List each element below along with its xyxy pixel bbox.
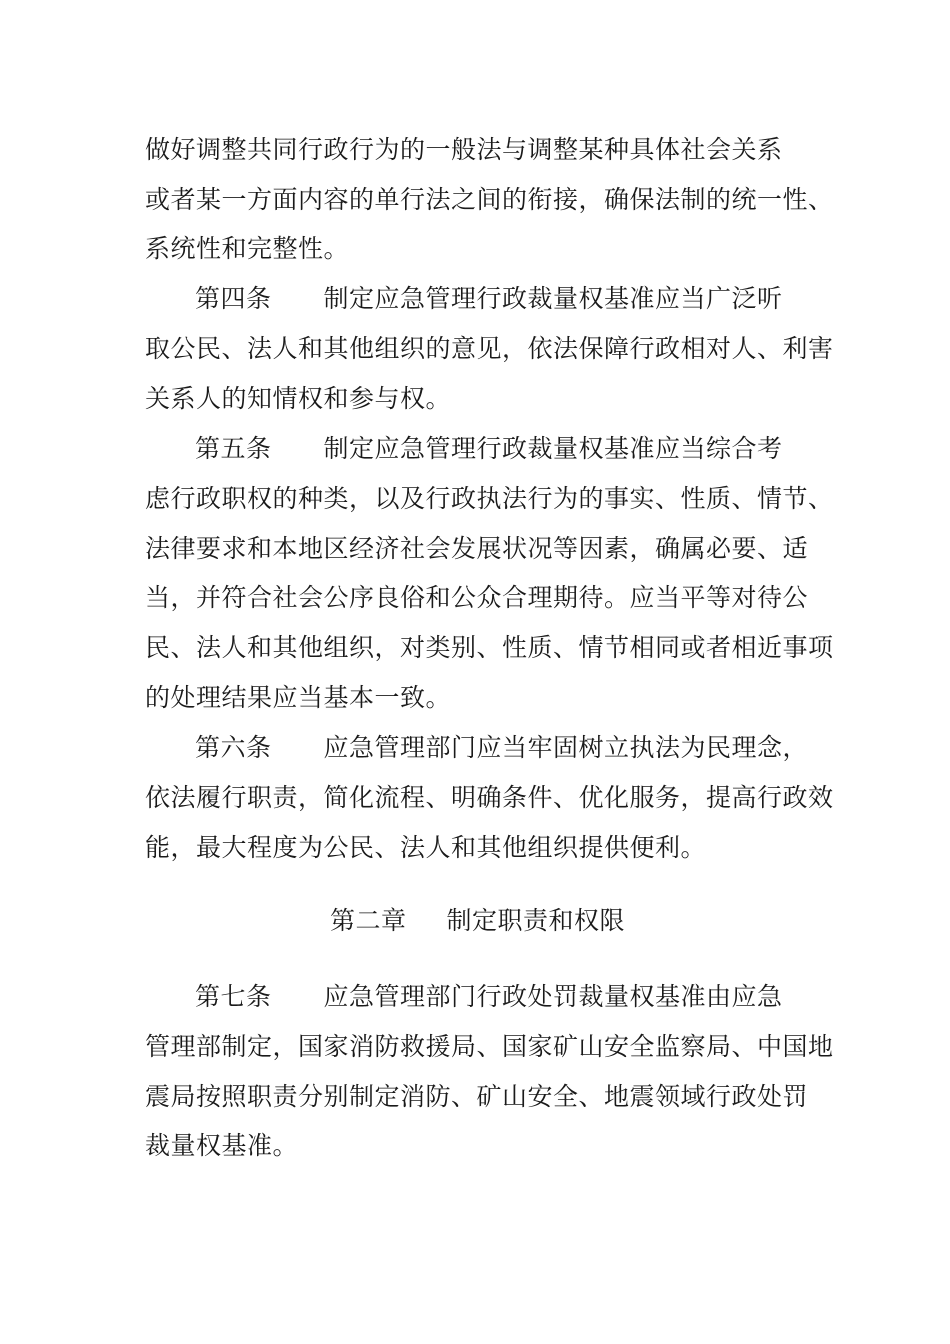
text-line: 虑行政职权的种类，以及行政执法行为的事实、性质、情节、 <box>145 484 834 513</box>
text-line: 关系人的知情权和参与权。 <box>145 384 452 413</box>
text-line: 震局按照职责分别制定消防、矿山安全、地震领域行政处罚 <box>145 1082 809 1111</box>
text-line: 取公民、法人和其他组织的意见，依法保障行政相对人、利害 <box>145 334 834 363</box>
text-line: 依法履行职责，简化流程、明确条件、优化服务，提高行政效 <box>145 783 834 812</box>
article-4-label: 第四条 <box>195 284 272 313</box>
chapter-heading <box>330 906 625 936</box>
text-line: 能，最大程度为公民、法人和其他组织提供便利。 <box>145 833 707 862</box>
text-line: 系统性和完整性。 <box>145 234 350 263</box>
text-line: 法律要求和本地区经济社会发展状况等因素，确属必要、适 <box>145 534 809 563</box>
article-7-label: 第七条 <box>195 982 272 1011</box>
article-6-label: 第六条 <box>195 733 272 762</box>
text-line: 裁量权基准。 <box>145 1131 299 1160</box>
text-line: 或者某一方面内容的单行法之间的衔接，确保法制的统一性、 <box>145 185 834 214</box>
text-line: 做好调整共同行政行为的一般法与调整某种具体社会关系 <box>145 135 783 164</box>
article-4-text: 制定应急管理行政裁量权基准应当广泛听 <box>323 284 783 313</box>
article-4-first-line <box>195 284 783 314</box>
text-line: 管理部制定，国家消防救援局、国家矿山安全监察局、中国地 <box>145 1032 834 1061</box>
article-5-text: 制定应急管理行政裁量权基准应当综合考 <box>323 434 783 463</box>
article-7-first-line <box>195 982 783 1012</box>
article-6-first-line <box>195 733 808 763</box>
chapter-title: 制定职责和权限 <box>446 906 626 935</box>
article-6-text: 应急管理部门应当牢固树立执法为民理念， <box>323 733 809 762</box>
text-line: 当，并符合社会公序良俗和公众合理期待。应当平等对待公 <box>145 583 809 612</box>
article-7-text: 应急管理部门行政处罚裁量权基准由应急 <box>323 982 783 1011</box>
article-5-label: 第五条 <box>195 434 272 463</box>
article-5-first-line <box>195 434 783 464</box>
text-line: 民、法人和其他组织，对类别、性质、情节相同或者相近事项 <box>145 633 834 662</box>
text-line: 的处理结果应当基本一致。 <box>145 683 452 712</box>
chapter-label: 第二章 <box>330 906 407 935</box>
